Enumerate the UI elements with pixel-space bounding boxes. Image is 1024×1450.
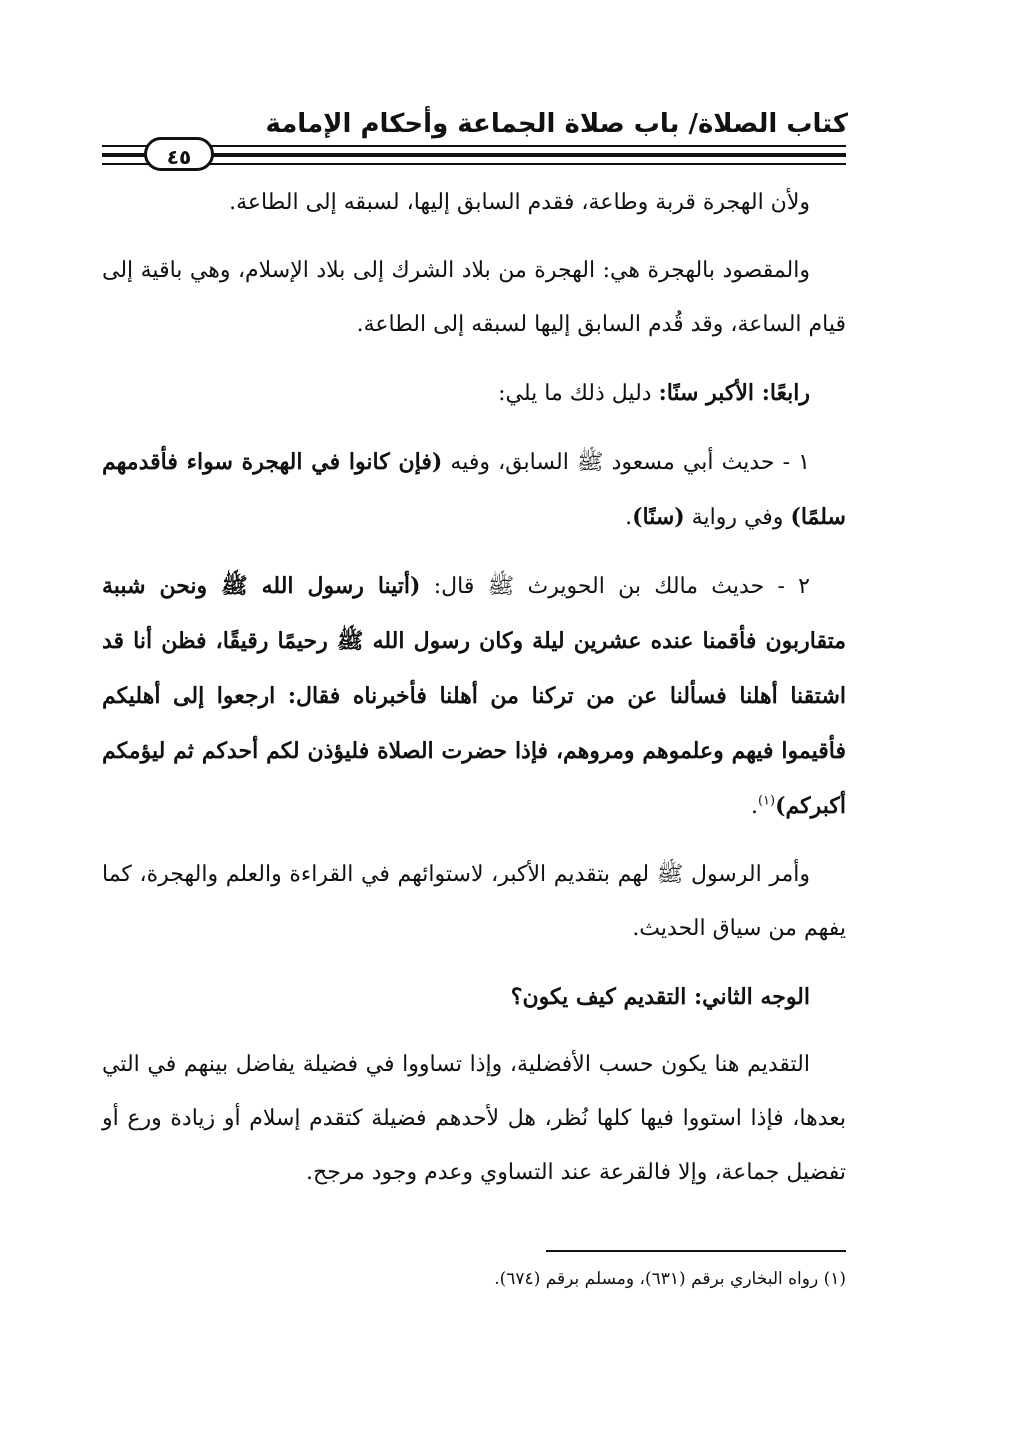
running-header-title: كتاب الصلاة/ باب صلاة الجماعة وأحكام الإمامة — [265, 109, 848, 139]
paragraph-text: . — [625, 505, 633, 530]
paragraph: والمقصود بالهجرة هي: الهجرة من بلاد الشرك إلى بلاد الإسلام، وهي باقية إلى قيام الساعة، وقد قُدم السابق إليها لسبقه إلى الطاعة. — [102, 258, 846, 337]
paragraph: التقديم هنا يكون حسب الأفضلية، وإذا تساووا في فضيلة يفاضل بينهم في التي بعدها، فإذا استووا فيها كلها نُظر، هل لأحدهم فضيلة كتقدم إسلام أو زيادة ورع أو تفضيل جماعة، وإلا فالقرعة عند التساوي وعدم وجود مرجح. — [102, 1052, 846, 1185]
paragraph — [102, 366, 846, 421]
header-rule-line — [102, 163, 846, 165]
page-number: ٤٥ — [144, 137, 214, 171]
header-rule-line — [102, 145, 846, 147]
paragraph — [102, 559, 846, 834]
section-heading: الوجه الثاني: التقديم كيف يكون؟ — [510, 984, 810, 1010]
section-heading: رابعًا: الأكبر سنًا: — [658, 380, 810, 406]
main-text — [102, 176, 846, 1214]
hadith-quote: (سنًا) — [632, 504, 685, 530]
hadith-quote: (فإن كانوا في الهجرة سواء فأقدمهم سلمًا) — [102, 449, 846, 530]
footnote-divider — [546, 1250, 846, 1252]
paragraph-text: ١ - حديث أبي مسعود ﷺ السابق، وفيه — [442, 450, 810, 475]
paragraph — [102, 435, 846, 545]
footnote: (١) رواه البخاري برقم (٦٣١)، ومسلم برقم (٦٧٤). — [494, 1269, 846, 1289]
header-rule — [102, 143, 846, 169]
footnote-reference[interactable]: (١) — [757, 793, 776, 809]
paragraph: وأمر الرسول ﷺ لهم بتقديم الأكبر، لاستوائهم في القراءة والعلم والهجرة، كما يفهم من سياق الحديث. — [102, 862, 846, 941]
hadith-quote: (أتينا رسول الله ﷺ ونحن شببة متقاربون فأقمنا عنده عشرين ليلة وكان رسول الله ﷺ رحيمًا رقيقًا، فظن أنا قد اشتقنا أهلنا فسألنا عن من تركنا من أهلنا فأخبرناه فقال: ارجعوا إلى أهليكم فأقيموا فيهم وعلموهم ومروهم، فإذا حضرت الصلاة فليؤذن لكم أحدكم ثم ليؤمكم أكبركم) — [102, 573, 846, 819]
paragraph: ولأن الهجرة قربة وطاعة، فقدم السابق إليها، لسبقه إلى الطاعة. — [229, 190, 810, 215]
paragraph-text: وفي رواية — [684, 505, 791, 530]
paragraph-text: دليل ذلك ما يلي: — [498, 381, 659, 406]
paragraph-text: ٢ - حديث مالك بن الحويرث ﷺ قال: — [420, 574, 810, 599]
paragraph-text: . — [750, 794, 758, 819]
